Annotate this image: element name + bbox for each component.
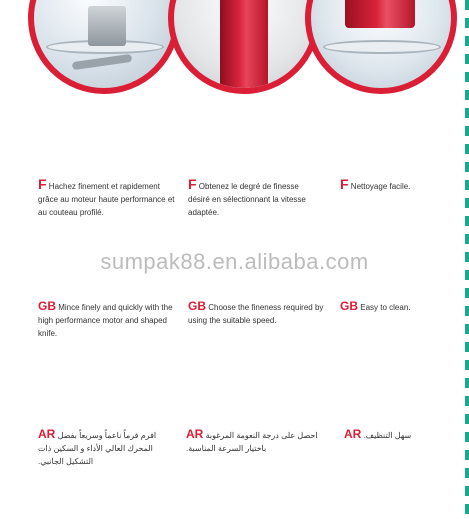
feature-text: افرم فرماً ناعماً وسريعاً بفضل المحرك العالي الأداء و السكين ذات التشكيل الجانبي. bbox=[38, 431, 157, 466]
feature-text: Obtenez le degré de finesse désiré en sélectionnant la vitesse adaptée. bbox=[188, 182, 306, 217]
product-photo-motor bbox=[168, 0, 320, 94]
lang-code: AR bbox=[344, 427, 362, 441]
feature-text: Mince finely and quickly with the high performance motor and shaped knife. bbox=[38, 303, 173, 338]
ar-feature-1 bbox=[38, 428, 178, 468]
feature-text: سهل التنظيف. bbox=[363, 431, 412, 440]
feature-text: Easy to clean. bbox=[360, 303, 411, 312]
lang-code: F bbox=[38, 176, 47, 192]
product-photo-blade bbox=[28, 0, 180, 94]
watermark: sumpak88.en.alibaba.com bbox=[100, 249, 369, 274]
lang-code: GB bbox=[340, 299, 358, 313]
feature-text: Hachez finement et rapidement grâce au moteur haute performance et au couteau profilé. bbox=[38, 182, 175, 217]
lang-code: GB bbox=[38, 299, 56, 313]
ar-feature-3 bbox=[344, 428, 454, 442]
fr-feature-2 bbox=[188, 178, 318, 219]
feature-text: Nettoyage facile. bbox=[350, 182, 411, 191]
fr-feature-3 bbox=[340, 178, 450, 193]
gb-feature-1 bbox=[38, 300, 178, 340]
product-photo-bowl bbox=[305, 0, 457, 94]
lang-code: F bbox=[340, 176, 349, 192]
feature-text: Choose the fineness required by using the suitable speed. bbox=[188, 303, 324, 325]
gb-feature-3 bbox=[340, 300, 450, 314]
lang-code: GB bbox=[188, 299, 206, 313]
fr-feature-1 bbox=[38, 178, 178, 219]
lang-code: AR bbox=[186, 427, 204, 441]
feature-text: احصل على درجة النعومة المرغوبة باختيار السرعة المناسبة. bbox=[186, 431, 318, 453]
lang-code: F bbox=[188, 176, 197, 192]
gb-feature-2 bbox=[188, 300, 328, 327]
lang-code: AR bbox=[38, 427, 56, 441]
ar-feature-2 bbox=[186, 428, 326, 455]
